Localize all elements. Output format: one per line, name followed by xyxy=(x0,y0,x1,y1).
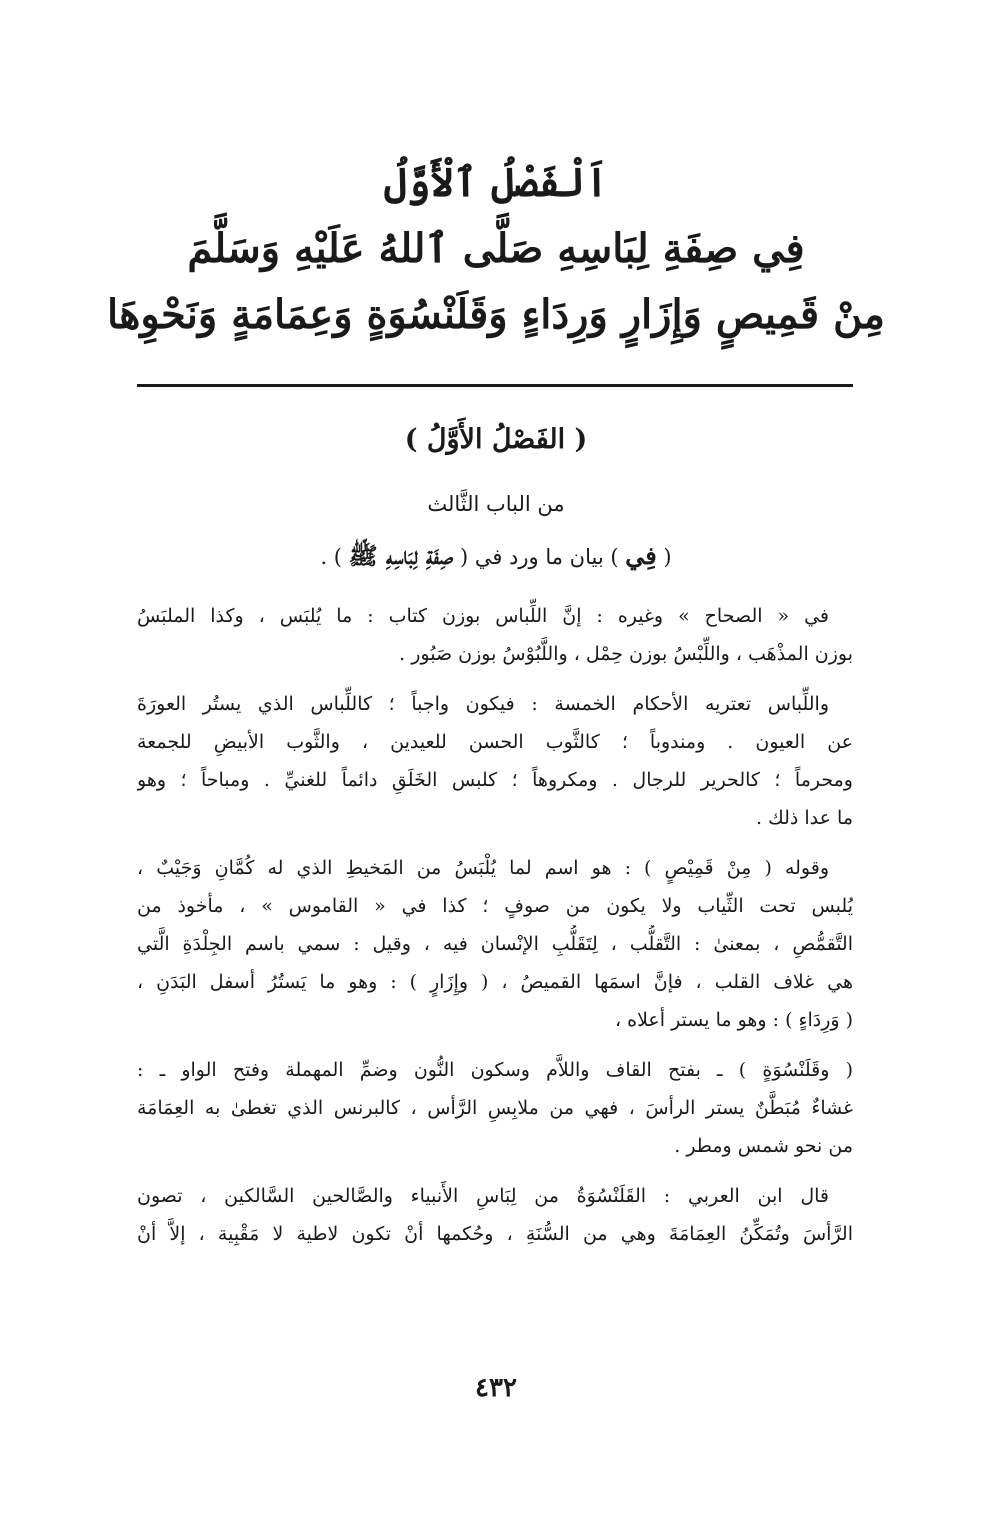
text-line: ما عدا ذلك . xyxy=(756,807,853,829)
text-line: ( وَرِدَاءٍ ) : وهو ما يستر أعلاه ، xyxy=(614,1009,853,1031)
text-line: بوزن المذْهَب ، واللِّبْسُ بوزن حِمْل ، واللَّبُوْسُ بوزن صَبُور . xyxy=(399,643,853,665)
text-line: الرَّأسَ وتُمَكِّنُ العِمَامَةَ وهي من السُّنَةِ ، وحُكمها أنْ تكون لاطية لا مَقْبِية ، إلاَّ أنْ xyxy=(137,1223,853,1245)
text-line: غشاءٌ مُبَطَّنٌ يستر الرأسَ ، فهي من ملابِسِ الرَّأس ، كالبرنس الذي تغطىٰ به العِمَامَة xyxy=(137,1097,853,1119)
text-line: يُلبس تحت الثِّياب ولا يكون من صوفٍ ؛ كذا في « القاموس » ، مأخوذ من xyxy=(137,895,853,917)
paragraph-ibn-al-arabi xyxy=(137,1177,853,1253)
text-line: هي غلاف القلب ، فإنَّ اسمَها القميصُ ، ( وإِزَارٍ ) : وهو ما يَستُرُ أسفل البَدَنِ ، xyxy=(137,971,853,993)
text-line: ومحرماً ؛ كالحرير للرجال . ومكروهاً ؛ كلبس الخَلَقِ دائماً للغنيِّ . ومباحاً ؛ وهو xyxy=(137,769,853,791)
paragraph-qalansuwa xyxy=(137,1051,853,1165)
sub-heading-phrase: صِفَةِ لِبَاسِهِ ﷺ xyxy=(348,541,454,570)
text-line: من نحو شمس ومطر . xyxy=(674,1135,853,1157)
sub-heading-open-paren: ( xyxy=(663,545,672,569)
sub-heading-close-paren: ) xyxy=(610,545,619,569)
sub-heading-middle-text: بيان ما ورد في ( xyxy=(459,545,604,569)
paragraph-rulings xyxy=(137,685,853,837)
sub-heading-keyword: فِي xyxy=(625,541,657,570)
horizontal-rule xyxy=(137,384,853,387)
chapter-title-line-3: مِنْ قَمِيصٍ وَإِزَارٍ وَرِدَاءٍ وَقَلَنْسُوَةٍ وَعِمَامَةٍ وَنَحْوِهَا xyxy=(107,291,885,338)
text-line: قال ابن العربي : القَلَنْسُوَةُ من لِبَاسِ الأَنبياء والصَّالحين السَّالكين ، تصون xyxy=(137,1185,829,1207)
text-line: ( وقَلَنْسُوَةٍ ) ـ بفتح القاف واللاَّم وسكون النُّون وضمِّ المهملة وفتح الواو ـ : xyxy=(137,1059,853,1081)
sub-heading-closing: ) . xyxy=(320,545,342,569)
sub-heading-statement xyxy=(0,537,992,576)
chapter-title-line-1: اَلْفَصْلُ ٱلْأَوَّلُ xyxy=(383,159,609,206)
text-line: وقوله ( مِنْ قَمِيْصٍ ) : هو اسم لما يُلْبَسُ من المَخيطِ الذي له كُمَّانِ وَجَيْبٌ ، xyxy=(137,857,829,879)
sub-heading-chapter-source: من الباب الثَّالث xyxy=(427,492,565,516)
text-line: عن العيون . ومندوباً ؛ كالثَّوب الحسن للعيدين ، والثَّوب الأبيضِ للجمعة xyxy=(137,731,853,753)
text-line: واللِّباس تعتريه الأحكام الخمسة : فيكون واجباً ؛ كاللِّباس الذي يستُر العورَةَ xyxy=(137,693,829,715)
paragraph-definition xyxy=(137,597,853,673)
chapter-title-line-2: فِي صِفَةِ لِبَاسِهِ صَلَّى ٱللهُ عَلَيْهِ وَسَلَّمَ xyxy=(187,225,805,272)
commentary-body xyxy=(137,597,853,1265)
text-line: في « الصحاح » وغيره : إنَّ اللِّباس بوزن كتاب : ما يُلبَس ، وكذا الملبَسُ xyxy=(137,605,829,627)
chapter-title-block xyxy=(0,150,992,348)
page-number: ٤٣٢ xyxy=(475,1373,517,1403)
section-heading: ( الفَصْلُ الأَوَّلُ ) xyxy=(404,424,588,455)
paragraph-qamis xyxy=(137,849,853,1039)
text-line: التَّقمُّصِ ، بمعنىٰ : التَّقلُّب ، لِتَقَلُّبِ الإنْسان فيه ، وقيل : سمي باسم الجِلْدَةِ الَّتي xyxy=(137,933,853,955)
